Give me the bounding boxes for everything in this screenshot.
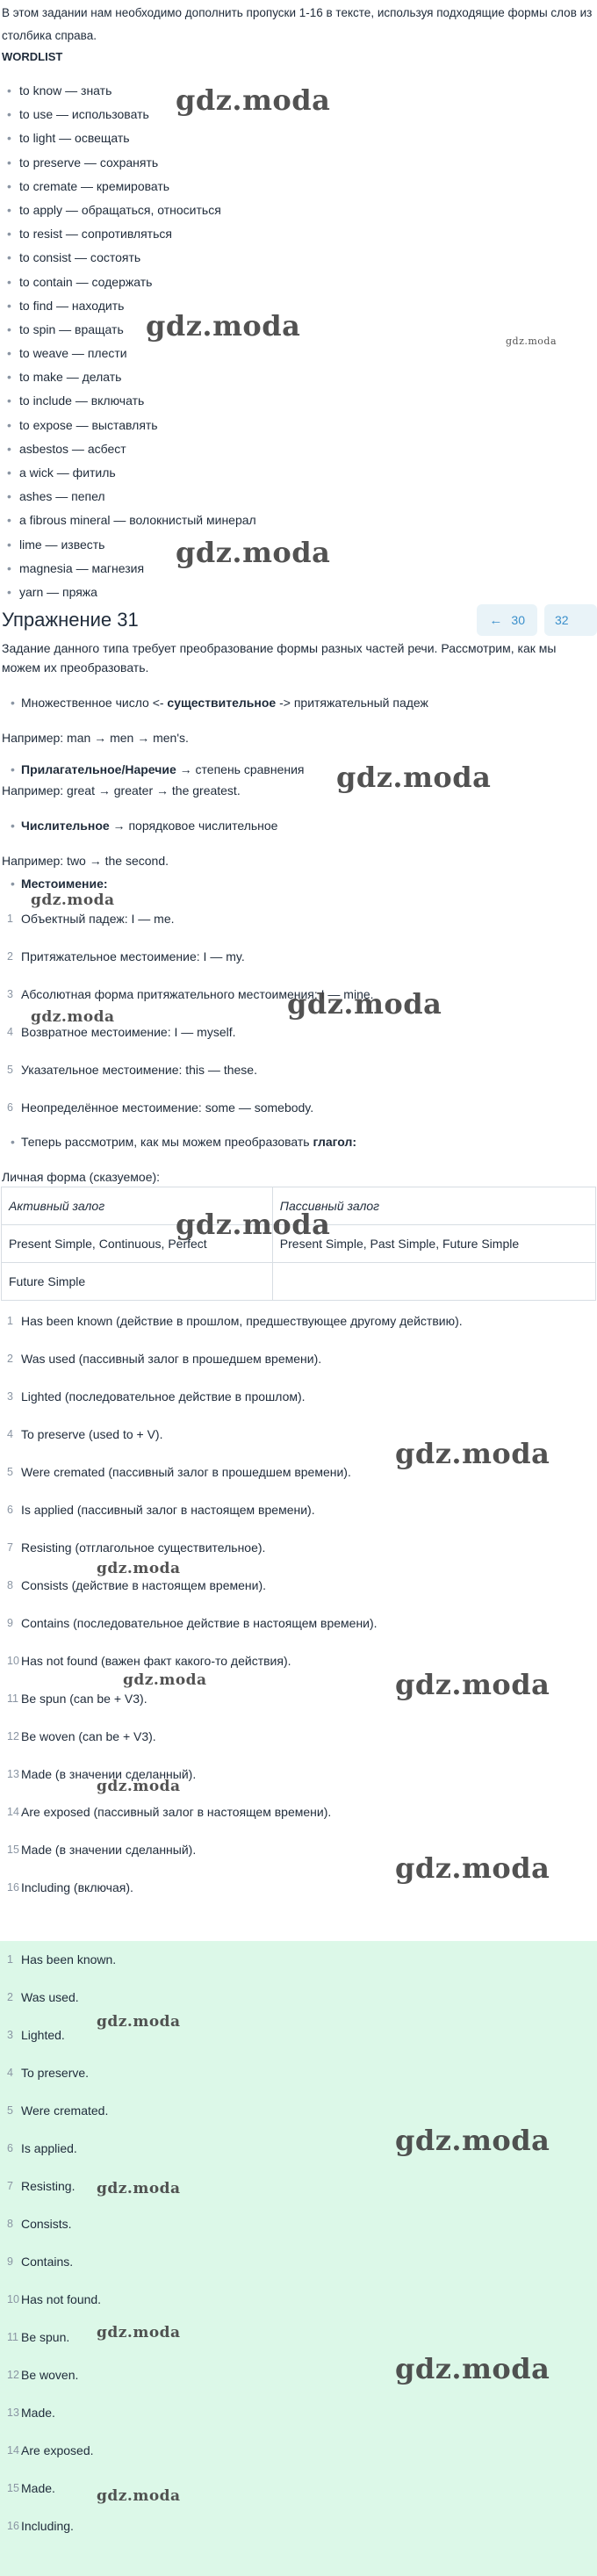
item-number: 2	[7, 1991, 13, 2003]
item-text: Is applied (пассивный залог в настоящем времени).	[21, 1503, 315, 1517]
explanation-item	[0, 1538, 597, 1576]
answer-box	[0, 1941, 597, 2576]
wordlist-item: • lime — известь	[5, 533, 597, 557]
item-text: Объектный падеж: I — me.	[21, 912, 175, 926]
answer-item	[0, 1950, 597, 1988]
item-text: Be woven (can be + V3).	[21, 1729, 156, 1743]
pronoun-item	[0, 1060, 597, 1098]
wordlist-item: • to weave — плести	[5, 342, 597, 365]
item-text: To preserve (used to + V).	[21, 1427, 163, 1441]
rule-pronoun	[0, 874, 597, 893]
cell-active: Future Simple	[2, 1263, 273, 1301]
rule-pronoun-bold: Местоимение:	[21, 877, 108, 891]
wordlist-item: • to use — использовать	[5, 103, 597, 126]
table-row	[2, 1225, 596, 1263]
wordlist-item: • to spin — вращать	[5, 318, 597, 342]
item-number: 3	[7, 1390, 13, 1403]
item-text: Be spun (can be + V3).	[21, 1692, 147, 1706]
explanation-item	[0, 1311, 597, 1349]
item-number: 5	[7, 1466, 13, 1478]
item-text: Made (в значении сделанный).	[21, 1843, 197, 1857]
wordlist-item: • ashes — пепел	[5, 485, 597, 509]
item-text: Has not found (важен факт какого-то действия).	[21, 1654, 291, 1668]
explanation-item	[0, 1840, 597, 1878]
item-text: To preserve.	[21, 2066, 90, 2080]
wordlist-item: • magnesia — магнезия	[5, 557, 597, 581]
explanation-item	[0, 1802, 597, 1840]
watermark: gdz.moda	[97, 1778, 181, 1795]
item-text: Including (включая).	[21, 1880, 133, 1894]
item-number: 13	[7, 2406, 19, 2419]
item-text: Возвратное местоимение: I — myself.	[21, 1025, 236, 1039]
item-number: 4	[7, 2067, 13, 2079]
item-text: Made.	[21, 2481, 55, 2495]
answer-item	[0, 2403, 597, 2441]
watermark: gdz.moda	[287, 987, 442, 1021]
wordlist-item: • yarn — пряжа	[5, 581, 597, 604]
wordlist-item: • to light — освещать	[5, 126, 597, 150]
pronoun-item	[0, 985, 597, 1022]
item-number: 5	[7, 1064, 13, 1076]
rule-noun-bold: существительное	[167, 696, 277, 710]
watermark: gdz.moda	[97, 2487, 181, 2505]
answer-item	[0, 2025, 597, 2063]
item-number: 15	[7, 2482, 19, 2494]
item-text: Made.	[21, 2406, 55, 2420]
item-text: Has been known (действие в прошлом, предшествующее другому действию).	[21, 1314, 463, 1328]
wordlist-item: • to know — знать	[5, 79, 597, 103]
rule-verb	[0, 1132, 597, 1151]
item-text: Указательное местоимение: this — these.	[21, 1063, 257, 1077]
item-number: 12	[7, 2369, 19, 2381]
item-number: 5	[7, 2104, 13, 2117]
item-number: 10	[7, 2293, 19, 2305]
watermark: gdz.moda	[97, 2180, 181, 2197]
cell-passive	[272, 1263, 595, 1301]
item-text: Be spun.	[21, 2330, 70, 2344]
wordlist-item: • asbestos — асбест	[5, 437, 597, 461]
watermark: gdz.moda	[506, 336, 557, 347]
item-text: Were cremated (пассивный залог в прошедшем времени).	[21, 1465, 351, 1479]
table-row	[2, 1263, 596, 1301]
rule-noun-pre: Множественное число <-	[21, 696, 168, 710]
next-exercise-button[interactable]	[544, 604, 597, 636]
rule-verb-bold: глагол:	[313, 1135, 357, 1149]
item-text: Lighted.	[21, 2028, 65, 2042]
watermark: gdz.moda	[395, 1668, 550, 1701]
watermark: gdz.moda	[31, 1008, 115, 1026]
pronoun-item	[0, 1022, 597, 1060]
wordlist-item: • to consist — состоять	[5, 246, 597, 270]
wordlist-item: • to resist — сопротивляться	[5, 222, 597, 246]
explanation-item	[0, 1613, 597, 1651]
solution-intro: Задание данного типа требует преобразование формы разных частей речи. Рассмотрим, как мы можем их преобразовать.	[2, 641, 557, 675]
watermark: gdz.moda	[97, 2324, 181, 2341]
answer-item	[0, 2139, 597, 2176]
item-text: Including.	[21, 2519, 74, 2533]
answer-item	[0, 2101, 597, 2139]
watermark: gdz.moda	[395, 1437, 550, 1470]
item-number: 4	[7, 1026, 13, 1038]
header-passive: Пассивный залог	[272, 1187, 595, 1225]
item-number: 14	[7, 1806, 19, 1818]
item-number: 1	[7, 1315, 13, 1327]
wordlist-title: WORDLIST	[2, 50, 63, 63]
explanation-item	[0, 1425, 597, 1462]
answer-item	[0, 2441, 597, 2479]
item-number: 16	[7, 2520, 19, 2532]
item-text: Абсолютная форма притяжательного местоимения: I — mine.	[21, 987, 374, 1001]
item-number: 16	[7, 1881, 19, 1894]
watermark: gdz.moda	[97, 2013, 181, 2031]
item-text: Has been known.	[21, 1952, 117, 1966]
pronoun-item	[0, 1098, 597, 1136]
item-number: 4	[7, 1428, 13, 1440]
rule-adjective	[0, 760, 597, 779]
item-number: 6	[7, 1504, 13, 1516]
example-adjective: Например: great → greater → the greatest.	[2, 783, 241, 797]
item-number: 8	[7, 1579, 13, 1591]
solution	[0, 639, 597, 1916]
watermark: gdz.moda	[395, 2124, 550, 2157]
wordlist-item: • a fibrous mineral — волокнистый минерал	[5, 509, 597, 532]
prev-exercise-button[interactable]	[477, 604, 537, 636]
explanation-item	[0, 1349, 597, 1387]
answer-item	[0, 1988, 597, 2025]
watermark: gdz.moda	[176, 83, 331, 117]
explanation-list	[0, 1311, 597, 1916]
item-text: Lighted (последовательное действие в прошлом).	[21, 1389, 306, 1403]
item-number: 1	[7, 1953, 13, 1966]
rule-noun-post: -> притяжательный падеж	[276, 696, 428, 710]
item-text: Contains (последовательное действие в настоящем времени).	[21, 1616, 378, 1630]
wordlist-item: • to cremate — кремировать	[5, 175, 597, 198]
wordlist-item: • to expose — выставлять	[5, 414, 597, 437]
exercise-title: Упражнение 31	[2, 609, 139, 631]
item-number: 2	[7, 1353, 13, 1365]
explanation-item	[0, 1764, 597, 1802]
item-number: 3	[7, 2029, 13, 2041]
item-number: 11	[7, 1692, 18, 1705]
explanation-item	[0, 1462, 597, 1500]
rule-verb-pre: Теперь рассмотрим, как мы можем преобразовать	[21, 1135, 313, 1149]
explanation-item	[0, 1651, 597, 1689]
wordlist-item: • to preserve — сохранять	[5, 151, 597, 175]
voice-table	[1, 1187, 596, 1301]
item-number: 3	[7, 988, 13, 1000]
cell-passive: Present Simple, Past Simple, Future Simple	[272, 1225, 595, 1263]
next-exercise-label: 32	[555, 613, 569, 627]
item-text: Were cremated.	[21, 2103, 109, 2118]
explanation-item	[0, 1689, 597, 1727]
rule-adjective-bold: Прилагательное/Наречие	[21, 762, 176, 776]
verb-form-label: Личная форма (сказуемое):	[2, 1170, 161, 1184]
rule-numeral-post: → порядковое числительное	[109, 819, 278, 833]
watermark: gdz.moda	[97, 1560, 181, 1577]
item-number: 11	[7, 2331, 18, 2343]
explanation-item	[0, 1500, 597, 1538]
wordlist-item: • to include — включать	[5, 389, 597, 413]
item-number: 13	[7, 1768, 19, 1780]
answer-item	[0, 2516, 597, 2554]
prev-exercise-label: 30	[511, 613, 525, 627]
watermark: gdz.moda	[123, 1671, 207, 1689]
item-number: 6	[7, 1101, 13, 1114]
rule-noun	[0, 693, 597, 712]
item-number: 9	[7, 2255, 13, 2268]
answer-item	[0, 2327, 597, 2365]
item-text: Притяжательное местоимение: I — my.	[21, 949, 245, 963]
item-number: 8	[7, 2218, 13, 2230]
item-number: 10	[7, 1655, 19, 1667]
answer-item	[0, 2214, 597, 2252]
item-number: 15	[7, 1844, 19, 1856]
item-text: Неопределённое местоимение: some — somebody.	[21, 1100, 314, 1115]
answer-item	[0, 2176, 597, 2214]
page	[0, 0, 597, 604]
answer-item	[0, 2365, 597, 2403]
answer-item	[0, 2063, 597, 2101]
explanation-item	[0, 1576, 597, 1613]
item-text: Consists.	[21, 2217, 72, 2231]
item-number: 7	[7, 2180, 13, 2192]
explanation-item	[0, 1727, 597, 1764]
item-number: 6	[7, 2142, 13, 2154]
explanation-item	[0, 1878, 597, 1916]
exercise-header	[0, 597, 597, 643]
explanation-item	[0, 1387, 597, 1425]
rule-numeral	[0, 816, 597, 835]
answer-list	[0, 1941, 597, 2554]
item-text: Are exposed (пассивный залог в настоящем времени).	[21, 1805, 332, 1819]
watermark: gdz.moda	[31, 891, 115, 909]
item-text: Be woven.	[21, 2368, 79, 2382]
item-number: 14	[7, 2444, 19, 2457]
watermark: gdz.moda	[146, 309, 301, 343]
wordlist-item: • to make — делать	[5, 365, 597, 389]
pronoun-item	[0, 947, 597, 985]
answer-item	[0, 2252, 597, 2290]
item-text: Is applied.	[21, 2141, 77, 2155]
answer-item	[0, 2290, 597, 2327]
rule-numeral-bold: Числительное	[21, 819, 110, 833]
item-number: 9	[7, 1617, 13, 1629]
watermark: gdz.moda	[395, 2352, 550, 2385]
example-numeral: Например: two → the second.	[2, 854, 169, 868]
example-noun: Например: man → men → men's.	[2, 731, 189, 745]
item-text: Resisting (отглагольное существительное).	[21, 1541, 266, 1555]
item-text: Contains.	[21, 2255, 74, 2269]
wordlist-item: • a wick — фитиль	[5, 461, 597, 485]
item-number: 1	[7, 913, 13, 925]
item-number: 2	[7, 950, 13, 963]
item-text: Consists (действие в настоящем времени).	[21, 1578, 267, 1592]
intro-text: В этом задании нам необходимо дополнить пропуски 1-16 в тексте, используя подходящие формы слов из столбика справа.	[2, 6, 593, 42]
item-text: Was used.	[21, 1990, 79, 2004]
item-text: Are exposed.	[21, 2443, 94, 2457]
item-text: Resisting.	[21, 2179, 76, 2193]
rule-adjective-post: → степень сравнения	[176, 762, 305, 776]
wordlist-item: • to contain — содержать	[5, 271, 597, 294]
item-text: Made (в значении сделанный).	[21, 1767, 197, 1781]
watermark: gdz.moda	[336, 761, 492, 794]
item-number: 12	[7, 1730, 19, 1743]
watermark: gdz.moda	[176, 1208, 331, 1241]
watermark: gdz.moda	[395, 1851, 550, 1885]
exercise-nav	[477, 604, 597, 636]
answer-item	[0, 2479, 597, 2516]
wordlist-item: • to find — находить	[5, 294, 597, 318]
cell-active: Present Simple, Continuous, Perfect	[2, 1225, 273, 1263]
pronoun-list	[0, 909, 597, 1136]
header-active: Активный залог	[2, 1187, 273, 1225]
item-number: 7	[7, 1541, 13, 1554]
item-text: Was used (пассивный залог в прошедшем времени).	[21, 1352, 322, 1366]
arrow-left-icon: ←	[489, 612, 503, 628]
watermark: gdz.moda	[176, 536, 331, 569]
table-header-row	[2, 1187, 596, 1225]
wordlist-item: • to apply — обращаться, относиться	[5, 198, 597, 222]
item-text: Has not found.	[21, 2292, 102, 2306]
pronoun-item	[0, 909, 597, 947]
wordlist	[0, 79, 597, 604]
